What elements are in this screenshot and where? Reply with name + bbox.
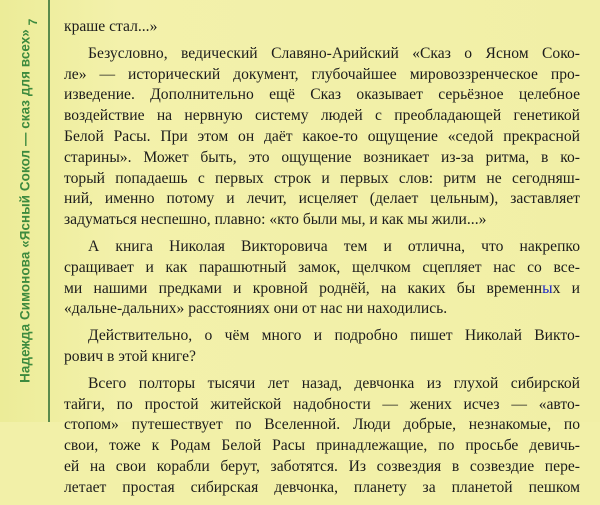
running-head-column	[0, 0, 50, 422]
text-line: стопом» путешествует по Вселенной. Люди добрые, незнакомые, по	[64, 416, 580, 434]
text-line: ей на свои корабли берут, заботятся. Из созвездия в созвездие пере-	[64, 457, 580, 475]
text-line: летает простая сибирская девчонка, планету за планетой пешком	[64, 478, 580, 496]
page-body-text	[64, 17, 580, 505]
text-line: тайги, по простой житейской надобности — жених исчез — «авто-	[64, 395, 580, 413]
line-text: х и	[552, 279, 580, 297]
text-line: ний, именно потому и лечит, исцеляет (делает цельным), заставляет	[64, 190, 580, 208]
line-text: ми нашими предками и кровной роднёй, на каких бы временн	[64, 279, 543, 297]
text-line: задуматься неспешно, плавно: «кто были мы, и как мы жили...»	[64, 211, 487, 229]
text-line: «дальне-дальних» расстояниях они от нас ни находились.	[64, 300, 448, 318]
paragraph-2	[64, 44, 580, 231]
text-line: изведение. Дополнительно ещё Сказ оказывает серьёзное целебное	[64, 86, 580, 104]
text-line: рович в этой книге?	[64, 347, 196, 365]
text-line: Белой Расы. При этом он даёт какое-то ощущение «седой прекрасной	[64, 127, 580, 145]
paragraph-4	[64, 326, 580, 368]
highlighted-letter: ы	[542, 279, 553, 297]
text-line: краше стал...»	[64, 18, 158, 35]
paragraph-5	[64, 374, 580, 499]
text-line: ле» — исторический документ, глубочайшее мировоззренческое про-	[64, 65, 580, 83]
text-line: Всего полторы тысячи лет назад, девчонка из глухой сибирской	[88, 374, 580, 392]
text-line: Действительно, о чём много и подробно пишет Николай Викто-	[88, 327, 580, 345]
text-line: Безусловно, ведический Славяно-Арийский «Сказ о Ясном Соко-	[88, 44, 580, 62]
text-line: А книга Николая Викторовича тем и отлична, что накрепко	[88, 237, 580, 255]
text-line: сращивает и как парашютный замок, щелчком сцепляет нас со все-	[64, 258, 580, 276]
text-line: торый попадаешь с первых строк и первых слов: ритм не сегодняш-	[64, 169, 580, 187]
text-line: воздействие на нервную систему людей с преобладающей генетикой	[64, 107, 580, 125]
text-line: старины». Может быть, это ощущение возникает из-за ритма, в ко-	[64, 148, 580, 166]
paragraph-1	[64, 17, 580, 38]
paragraph-3	[64, 237, 580, 320]
text-line-with-highlight	[64, 279, 580, 300]
running-head-title: Надежда Симонова «Ясный Сокол — сказ для всех»	[17, 29, 33, 383]
text-line: свои, тоже к Родам Белой Расы принадлежащие, по просьбе девичь-	[64, 437, 580, 455]
page-number: 7	[26, 18, 40, 26]
